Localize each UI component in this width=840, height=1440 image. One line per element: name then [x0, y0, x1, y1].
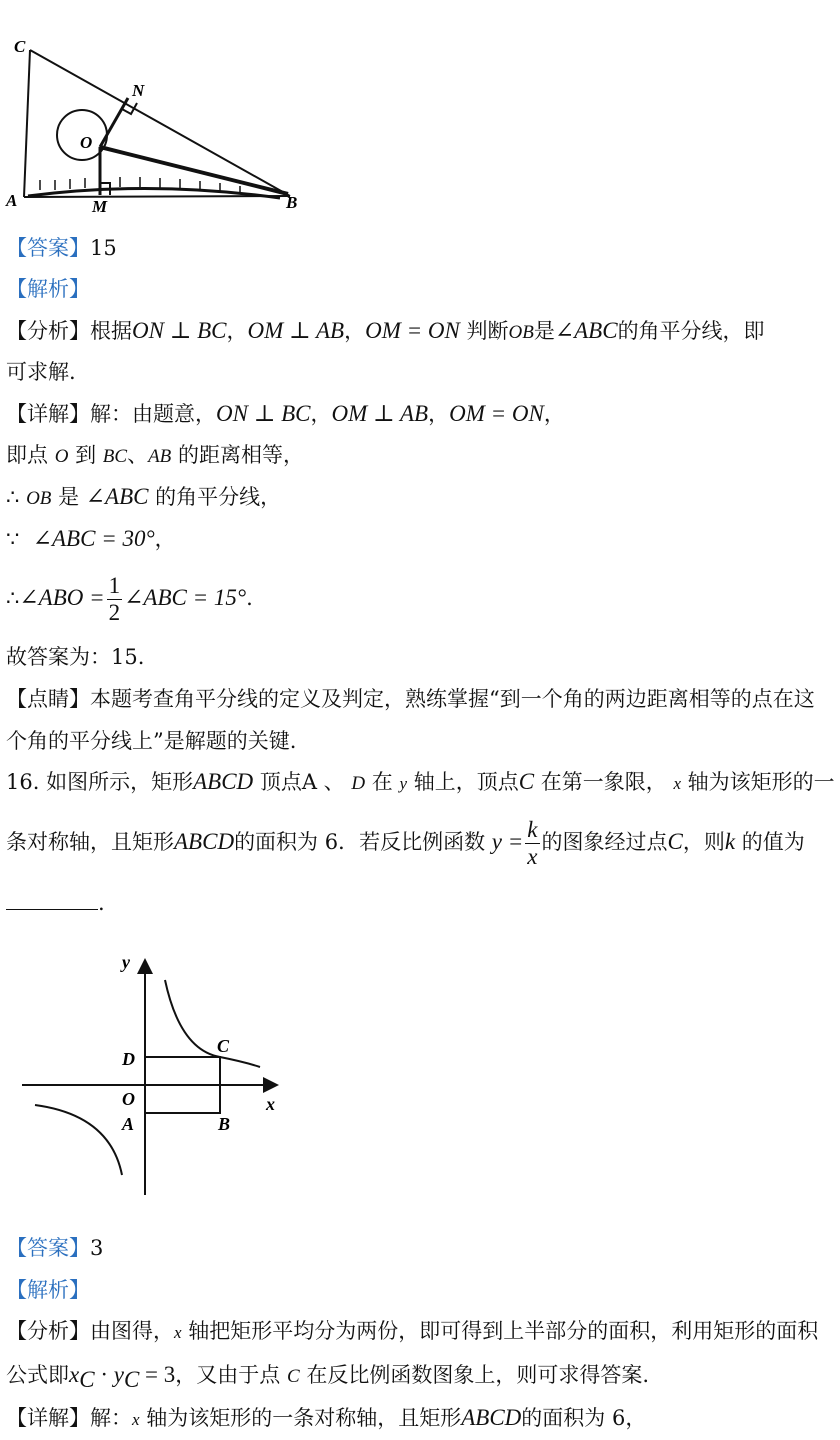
q15-therefore-line1: ∴ OB 是 ∠ABC 的角平分线， — [6, 484, 282, 509]
label-c: C — [217, 1036, 230, 1056]
figure-triangle-ruler — [0, 30, 320, 220]
label-x: x — [266, 1094, 275, 1114]
q16-fenxi-line2: 公式即$x_C \cdot y_C = 3$，又由于点 C 在反比例函数图象上，则可求得答案. — [6, 1362, 650, 1393]
q16-stem-line2: 条对称轴，且矩形ABCD的面积为 6．若反比例函数 y = $\frac{k}{x}$ 的图象经过点C，则k 的值为 — [6, 817, 805, 869]
answer-tag: 【答案】 — [6, 236, 90, 260]
blank — [6, 891, 98, 910]
q16-fenxi-line1: 【分析】由图得，x 轴把矩形平均分为两份，即可得到上半部分的面积，利用矩形的面积 — [6, 1319, 819, 1343]
label-a: A — [122, 1114, 135, 1134]
q15-analysis-tag: 【解析】 — [6, 277, 90, 301]
q15-because-line: ∵ ∠ABC = 30°， — [6, 526, 176, 551]
q15-dianjing-line2: 个角的平分线上”是解题的关键. — [6, 729, 297, 753]
figure-coordinate-graph — [0, 940, 300, 1205]
hyperbola-branch-1 — [165, 980, 260, 1067]
q15-fenxi-line2: 可求解. — [6, 360, 76, 384]
label-b: B — [218, 1114, 231, 1134]
segment-ob — [100, 147, 288, 194]
q15-therefore-line2: ∴∠ABO = $\frac{1}{2}$ ∠ABC = 15°. — [6, 573, 253, 625]
segment-ab — [24, 196, 290, 197]
label-d: D — [122, 1049, 135, 1069]
q16-analysis-tag: 【解析】 — [6, 1278, 90, 1302]
segment-ca — [24, 50, 30, 197]
label-m: M — [92, 197, 108, 216]
q16-stem-line1: 16. 如图所示，矩形ABCD 顶点A 、 D 在 y 轴上，顶点C 在第一象限， x 轴为该矩形的一 — [6, 769, 835, 794]
q15-dianjing-line1: 【点睛】本题考查角平分线的定义及判定，熟练掌握“到一个角的两边距离相等的点在这 — [6, 687, 815, 711]
label-b: B — [286, 193, 298, 212]
q15-final-answer: 故答案为：15. — [6, 645, 145, 669]
q15-distance-line: 即点 O 到 BC、AB 的距离相等， — [6, 443, 304, 467]
label-y: y — [122, 952, 130, 972]
segment-cb — [30, 50, 290, 196]
label-n: N — [132, 81, 145, 100]
label-c: C — [14, 37, 26, 56]
fraction-half: $\frac{1}{2}$ — [108, 573, 121, 625]
q15-xiangjie-line1: 【详解】解：由题意，ON ⊥ BC，OM ⊥ AB，OM = ON， — [6, 401, 565, 426]
answer-value: 3 — [90, 1236, 104, 1260]
label-a: A — [6, 191, 18, 210]
fraction-k-over-x: $\frac{k}{x}$ — [527, 817, 538, 869]
label-o: O — [80, 133, 93, 152]
answer-value: 15 — [90, 236, 117, 260]
label-o: O — [122, 1089, 135, 1109]
q16-answer: 【答案】3 — [6, 1236, 104, 1260]
hyperbola-branch-3 — [35, 1105, 122, 1175]
q16-answer-blank: . — [6, 888, 105, 918]
q16-xiangjie-line1: 【详解】解：x 轴为该矩形的一条对称轴，且矩形ABCD的面积为 6， — [6, 1405, 647, 1430]
q15-fenxi-line1: 【分析】根据ON ⊥ BC，OM ⊥ AB，OM = ON 判断OB是∠ABC的角平分线，即 — [6, 318, 765, 343]
q15-answer — [6, 233, 117, 263]
